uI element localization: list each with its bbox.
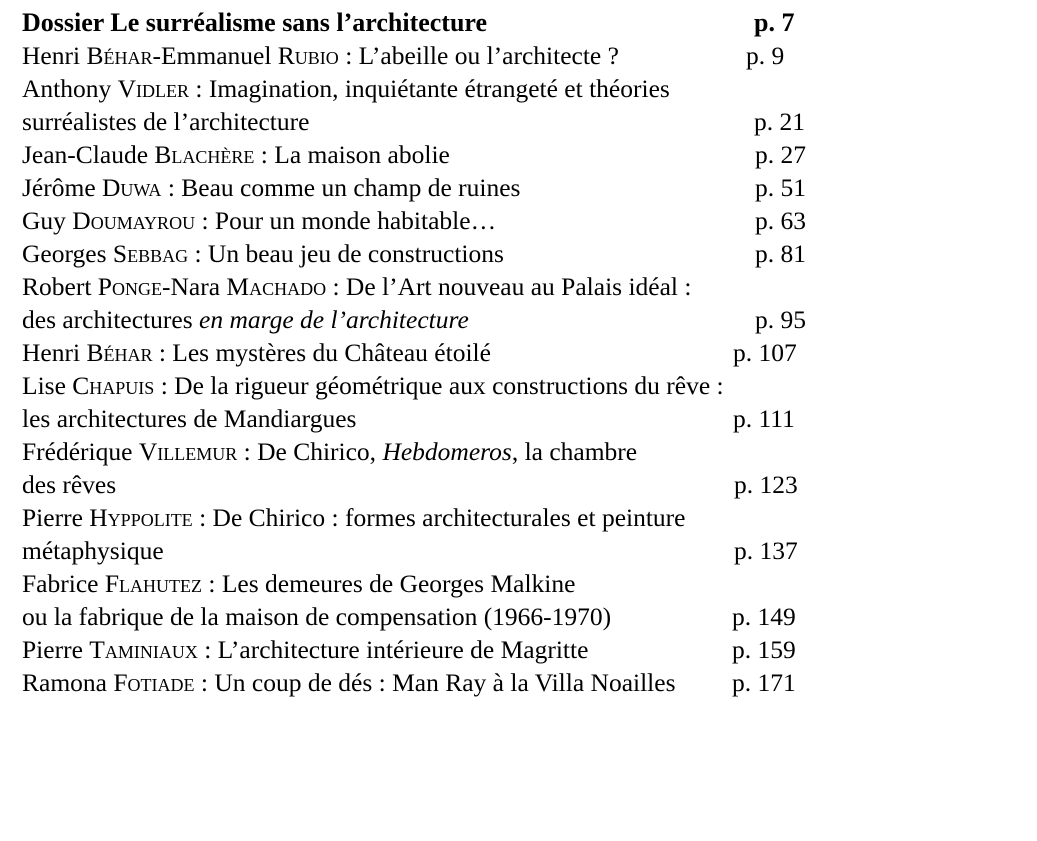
author-first-name: Pierre — [22, 503, 83, 532]
toc-line — [22, 336, 822, 369]
toc-line — [22, 204, 822, 237]
toc-line — [22, 402, 822, 435]
author-first-name: Anthony — [22, 74, 112, 103]
toc-line-text — [22, 72, 670, 105]
article-title: ou la fabrique de la maison de compensation (1966-1970) — [22, 602, 612, 631]
author-last-name: Rubio — [277, 41, 339, 70]
toc-line-text — [22, 39, 619, 72]
toc-line-text — [22, 435, 637, 468]
dossier-heading — [22, 6, 822, 39]
page-number: p. 95 — [755, 305, 806, 334]
article-title: : Imagination, inquiétante étrangeté et théories — [189, 74, 670, 103]
article-title: : Un beau jeu de constructions — [188, 239, 504, 268]
toc-line-text — [22, 237, 504, 270]
toc-line — [22, 105, 822, 138]
author-first-name: Emmanuel — [160, 41, 272, 70]
article-title: : Un coup de dés : Man Ray à la Villa Noailles — [194, 668, 676, 697]
toc-line — [22, 534, 822, 567]
toc-line — [22, 72, 822, 105]
toc-line-text — [22, 171, 520, 204]
author-last-name: Vidler — [117, 74, 190, 103]
page-number: p. 171 — [732, 668, 796, 697]
author-first-name: Lise — [22, 371, 66, 400]
article-title: des architectures — [22, 305, 199, 334]
toc-line — [22, 666, 822, 699]
author-first-name: Henri — [22, 338, 81, 367]
toc-line-text — [22, 468, 116, 501]
article-title: , la chambre — [511, 437, 638, 466]
author-joiner: - — [152, 41, 161, 70]
article-title: : Les demeures de Georges Malkine — [202, 569, 576, 598]
author-first-name: Henri — [22, 41, 81, 70]
article-title: : De Chirico, — [237, 437, 383, 466]
page-number: p. 111 — [733, 404, 795, 433]
article-title: : L’architecture intérieure de Magritte — [197, 635, 589, 664]
author-first-name: Nara — [170, 272, 221, 301]
author-last-name: Béhar — [86, 41, 153, 70]
author-first-name: Jean-Claude — [22, 140, 149, 169]
article-title: : L’abeille ou l’architecte ? — [338, 41, 619, 70]
toc-line — [22, 270, 822, 303]
dossier-title: Dossier Le surréalisme sans l’architecture — [22, 8, 488, 37]
toc-line — [22, 468, 822, 501]
article-title: les architectures de Mandiargues — [22, 404, 357, 433]
article-title: : De Chirico : formes architecturales et peinture — [192, 503, 686, 532]
table-of-contents — [22, 6, 822, 699]
author-first-name: Georges — [22, 239, 107, 268]
author-first-name: Pierre — [22, 635, 83, 664]
toc-line-text — [22, 402, 356, 435]
toc-line-text — [22, 138, 450, 171]
toc-line-text — [22, 270, 691, 303]
author-last-name: Sebbag — [112, 239, 189, 268]
article-title: : Beau comme un champ de ruines — [161, 173, 521, 202]
page-number: p. 149 — [732, 602, 796, 631]
article-title: : De la rigueur géométrique aux constructions du rêve : — [154, 371, 724, 400]
toc-line — [22, 633, 822, 666]
toc-line — [22, 600, 822, 633]
author-last-name: Duwa — [102, 173, 162, 202]
author-first-name: Jérôme — [22, 173, 96, 202]
toc-line-text — [22, 204, 496, 237]
toc-line — [22, 303, 822, 336]
toc-line-text — [22, 567, 575, 600]
toc-line-text — [22, 336, 491, 369]
author-first-name: Robert — [22, 272, 92, 301]
author-first-name: Ramona — [22, 668, 107, 697]
author-last-name: Flahutez — [104, 569, 203, 598]
page-number: p. 63 — [755, 206, 806, 235]
author-last-name: Fotiade — [113, 668, 195, 697]
toc-line — [22, 138, 822, 171]
page-number: p. 123 — [734, 470, 798, 499]
toc-line-text — [22, 369, 724, 402]
article-title: : La maison abolie — [254, 140, 450, 169]
article-title-italic: Hebdomeros — [382, 437, 512, 466]
dossier-page-number: p. 7 — [754, 8, 795, 37]
toc-entries — [22, 39, 822, 699]
article-title: : De l’Art nouveau au Palais idéal : — [326, 272, 692, 301]
page-number: p. 107 — [733, 338, 797, 367]
toc-line-text — [22, 534, 164, 567]
author-last-name: Villemur — [138, 437, 238, 466]
toc-line — [22, 39, 822, 72]
toc-line-text — [22, 105, 309, 138]
author-last-name: Blachère — [154, 140, 255, 169]
page-number: p. 51 — [755, 173, 806, 202]
article-title: surréalistes de l’architecture — [22, 107, 310, 136]
toc-line-text — [22, 501, 686, 534]
article-title-italic: en marge de l’architecture — [199, 305, 469, 334]
article-title: : Pour un monde habitable… — [195, 206, 497, 235]
author-last-name: Hyppolite — [89, 503, 193, 532]
toc-line — [22, 237, 822, 270]
toc-line — [22, 501, 822, 534]
toc-line-text — [22, 666, 676, 699]
page-number: p. 9 — [746, 41, 785, 70]
author-joiner: - — [161, 272, 171, 301]
article-title: des rêves — [22, 470, 117, 499]
page-number: p. 81 — [755, 239, 806, 268]
toc-line — [22, 435, 822, 468]
toc-line — [22, 171, 822, 204]
author-first-name: Guy — [22, 206, 66, 235]
toc-line-text — [22, 600, 611, 633]
toc-line-text — [22, 633, 588, 666]
author-last-name: Ponge — [97, 272, 162, 301]
toc-line-text — [22, 303, 469, 336]
author-last-name: Doumayrou — [72, 206, 196, 235]
author-first-name: Fabrice — [22, 569, 99, 598]
page-number: p. 27 — [755, 140, 806, 169]
author-last-name: Chapuis — [72, 371, 155, 400]
page-number: p. 137 — [734, 536, 798, 565]
author-last-name: Taminiaux — [89, 635, 198, 664]
author-last-name: Machado — [226, 272, 327, 301]
page-number: p. 21 — [754, 107, 805, 136]
toc-line — [22, 369, 822, 402]
author-first-name: Frédérique — [22, 437, 133, 466]
page-number: p. 159 — [732, 635, 796, 664]
article-title: : Les mystères du Château étoilé — [152, 338, 491, 367]
toc-line — [22, 567, 822, 600]
author-last-name: Béhar — [86, 338, 153, 367]
article-title: métaphysique — [22, 536, 164, 565]
